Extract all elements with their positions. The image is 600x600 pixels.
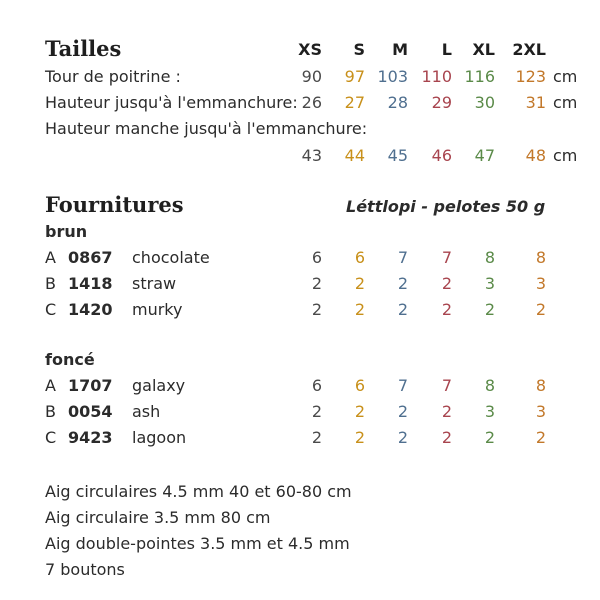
chest-label: Tour de poitrine : xyxy=(45,67,181,86)
yarn-qty-XL: 3 xyxy=(484,274,495,293)
yarn-qty-XS: 2 xyxy=(311,274,322,293)
group-name: brun xyxy=(45,222,88,241)
yarn-qty-M: 2 xyxy=(397,300,408,319)
yarn-qty-XS: 2 xyxy=(311,402,322,421)
sleeve-value-M: 45 xyxy=(387,146,408,165)
yarn-qty-2XL: 2 xyxy=(535,300,546,319)
yarn-qty-S: 2 xyxy=(354,428,365,447)
chest-value-XS: 90 xyxy=(301,67,322,86)
note-line: Aig circulaire 3.5 mm 80 cm xyxy=(45,508,271,527)
yarn-qty-XL: 2 xyxy=(484,428,495,447)
yarn-qty-XS: 6 xyxy=(311,376,322,395)
yarn-code: 9423 xyxy=(68,428,113,447)
armhole-value-L: 29 xyxy=(431,93,452,112)
yarn-qty-2XL: 3 xyxy=(535,274,546,293)
note-line: Aig circulaires 4.5 mm 40 et 60-80 cm xyxy=(45,482,352,501)
sleeve-value-XL: 47 xyxy=(474,146,495,165)
yarn-code: 1420 xyxy=(68,300,113,319)
yarn-color: galaxy xyxy=(132,376,186,395)
yarn-code: 0867 xyxy=(68,248,113,267)
yarn-letter: B xyxy=(45,402,56,421)
yarn-letter: C xyxy=(45,300,57,319)
yarn-qty-XL: 8 xyxy=(484,248,495,267)
yarn-qty-M: 7 xyxy=(397,376,408,395)
chest-unit: cm xyxy=(553,67,578,86)
size-header-XS: XS xyxy=(298,40,322,59)
armhole-value-XS: 26 xyxy=(301,93,322,112)
yarn-qty-2XL: 8 xyxy=(535,376,546,395)
size-header-2XL: 2XL xyxy=(512,40,546,59)
yarn-qty-2XL: 2 xyxy=(535,428,546,447)
sleeve-value-S: 44 xyxy=(344,146,365,165)
yarn-color: ash xyxy=(132,402,161,421)
yarn-qty-S: 2 xyxy=(354,402,365,421)
yarn-qty-L: 2 xyxy=(441,300,452,319)
yarn-qty-XS: 2 xyxy=(311,300,322,319)
yarn-qty-XS: 2 xyxy=(311,428,322,447)
materials-title: Fournitures xyxy=(45,192,184,217)
yarn-letter: C xyxy=(45,428,57,447)
sizes-title: Tailles xyxy=(45,36,122,61)
yarn-qty-S: 2 xyxy=(354,300,365,319)
yarn-color: straw xyxy=(132,274,177,293)
yarn-color: murky xyxy=(132,300,183,319)
yarn-qty-2XL: 8 xyxy=(535,248,546,267)
sleeve-value-L: 46 xyxy=(431,146,452,165)
yarn-info: Léttlopi - pelotes 50 g xyxy=(346,197,546,216)
yarn-qty-XL: 3 xyxy=(484,402,495,421)
armhole-value-M: 28 xyxy=(387,93,408,112)
armhole-value-XL: 30 xyxy=(474,93,495,112)
note-line: 7 boutons xyxy=(45,560,125,579)
size-header-M: M xyxy=(392,40,408,59)
armhole-unit: cm xyxy=(553,93,578,112)
size-header-S: S xyxy=(353,40,365,59)
sleeve-unit: cm xyxy=(553,146,578,165)
yarn-qty-L: 7 xyxy=(441,376,452,395)
chest-value-L: 110 xyxy=(421,67,452,86)
yarn-letter: A xyxy=(45,376,56,395)
armhole-value-S: 27 xyxy=(344,93,365,112)
yarn-qty-XS: 6 xyxy=(311,248,322,267)
yarn-code: 1418 xyxy=(68,274,113,293)
yarn-letter: B xyxy=(45,274,56,293)
yarn-qty-L: 2 xyxy=(441,402,452,421)
size-header-XL: XL xyxy=(472,40,495,59)
yarn-qty-M: 2 xyxy=(397,274,408,293)
yarn-letter: A xyxy=(45,248,56,267)
sleeve-value-2XL: 48 xyxy=(525,146,546,165)
yarn-qty-M: 2 xyxy=(397,428,408,447)
chest-value-XL: 116 xyxy=(464,67,495,86)
yarn-color: lagoon xyxy=(132,428,187,447)
yarn-qty-M: 2 xyxy=(397,402,408,421)
yarn-qty-L: 2 xyxy=(441,274,452,293)
sleeve-value-XS: 43 xyxy=(301,146,322,165)
sleeve-label: Hauteur manche jusqu'à l'emmanchure: xyxy=(45,119,368,138)
yarn-color: chocolate xyxy=(132,248,210,267)
yarn-qty-L: 2 xyxy=(441,428,452,447)
group-name: foncé xyxy=(45,350,95,369)
chest-value-S: 97 xyxy=(344,67,365,86)
yarn-qty-XL: 2 xyxy=(484,300,495,319)
yarn-qty-S: 6 xyxy=(354,248,365,267)
yarn-qty-L: 7 xyxy=(441,248,452,267)
chest-value-2XL: 123 xyxy=(515,67,546,86)
armhole-value-2XL: 31 xyxy=(525,93,546,112)
note-line: Aig double-pointes 3.5 mm et 4.5 mm xyxy=(45,534,350,553)
yarn-qty-S: 2 xyxy=(354,274,365,293)
chest-value-M: 103 xyxy=(377,67,408,86)
yarn-qty-2XL: 3 xyxy=(535,402,546,421)
size-header-L: L xyxy=(441,40,452,59)
yarn-qty-M: 7 xyxy=(397,248,408,267)
yarn-qty-S: 6 xyxy=(354,376,365,395)
yarn-code: 1707 xyxy=(68,376,113,395)
armhole-label: Hauteur jusqu'à l'emmanchure: xyxy=(45,93,298,112)
yarn-qty-XL: 8 xyxy=(484,376,495,395)
yarn-code: 0054 xyxy=(68,402,113,421)
